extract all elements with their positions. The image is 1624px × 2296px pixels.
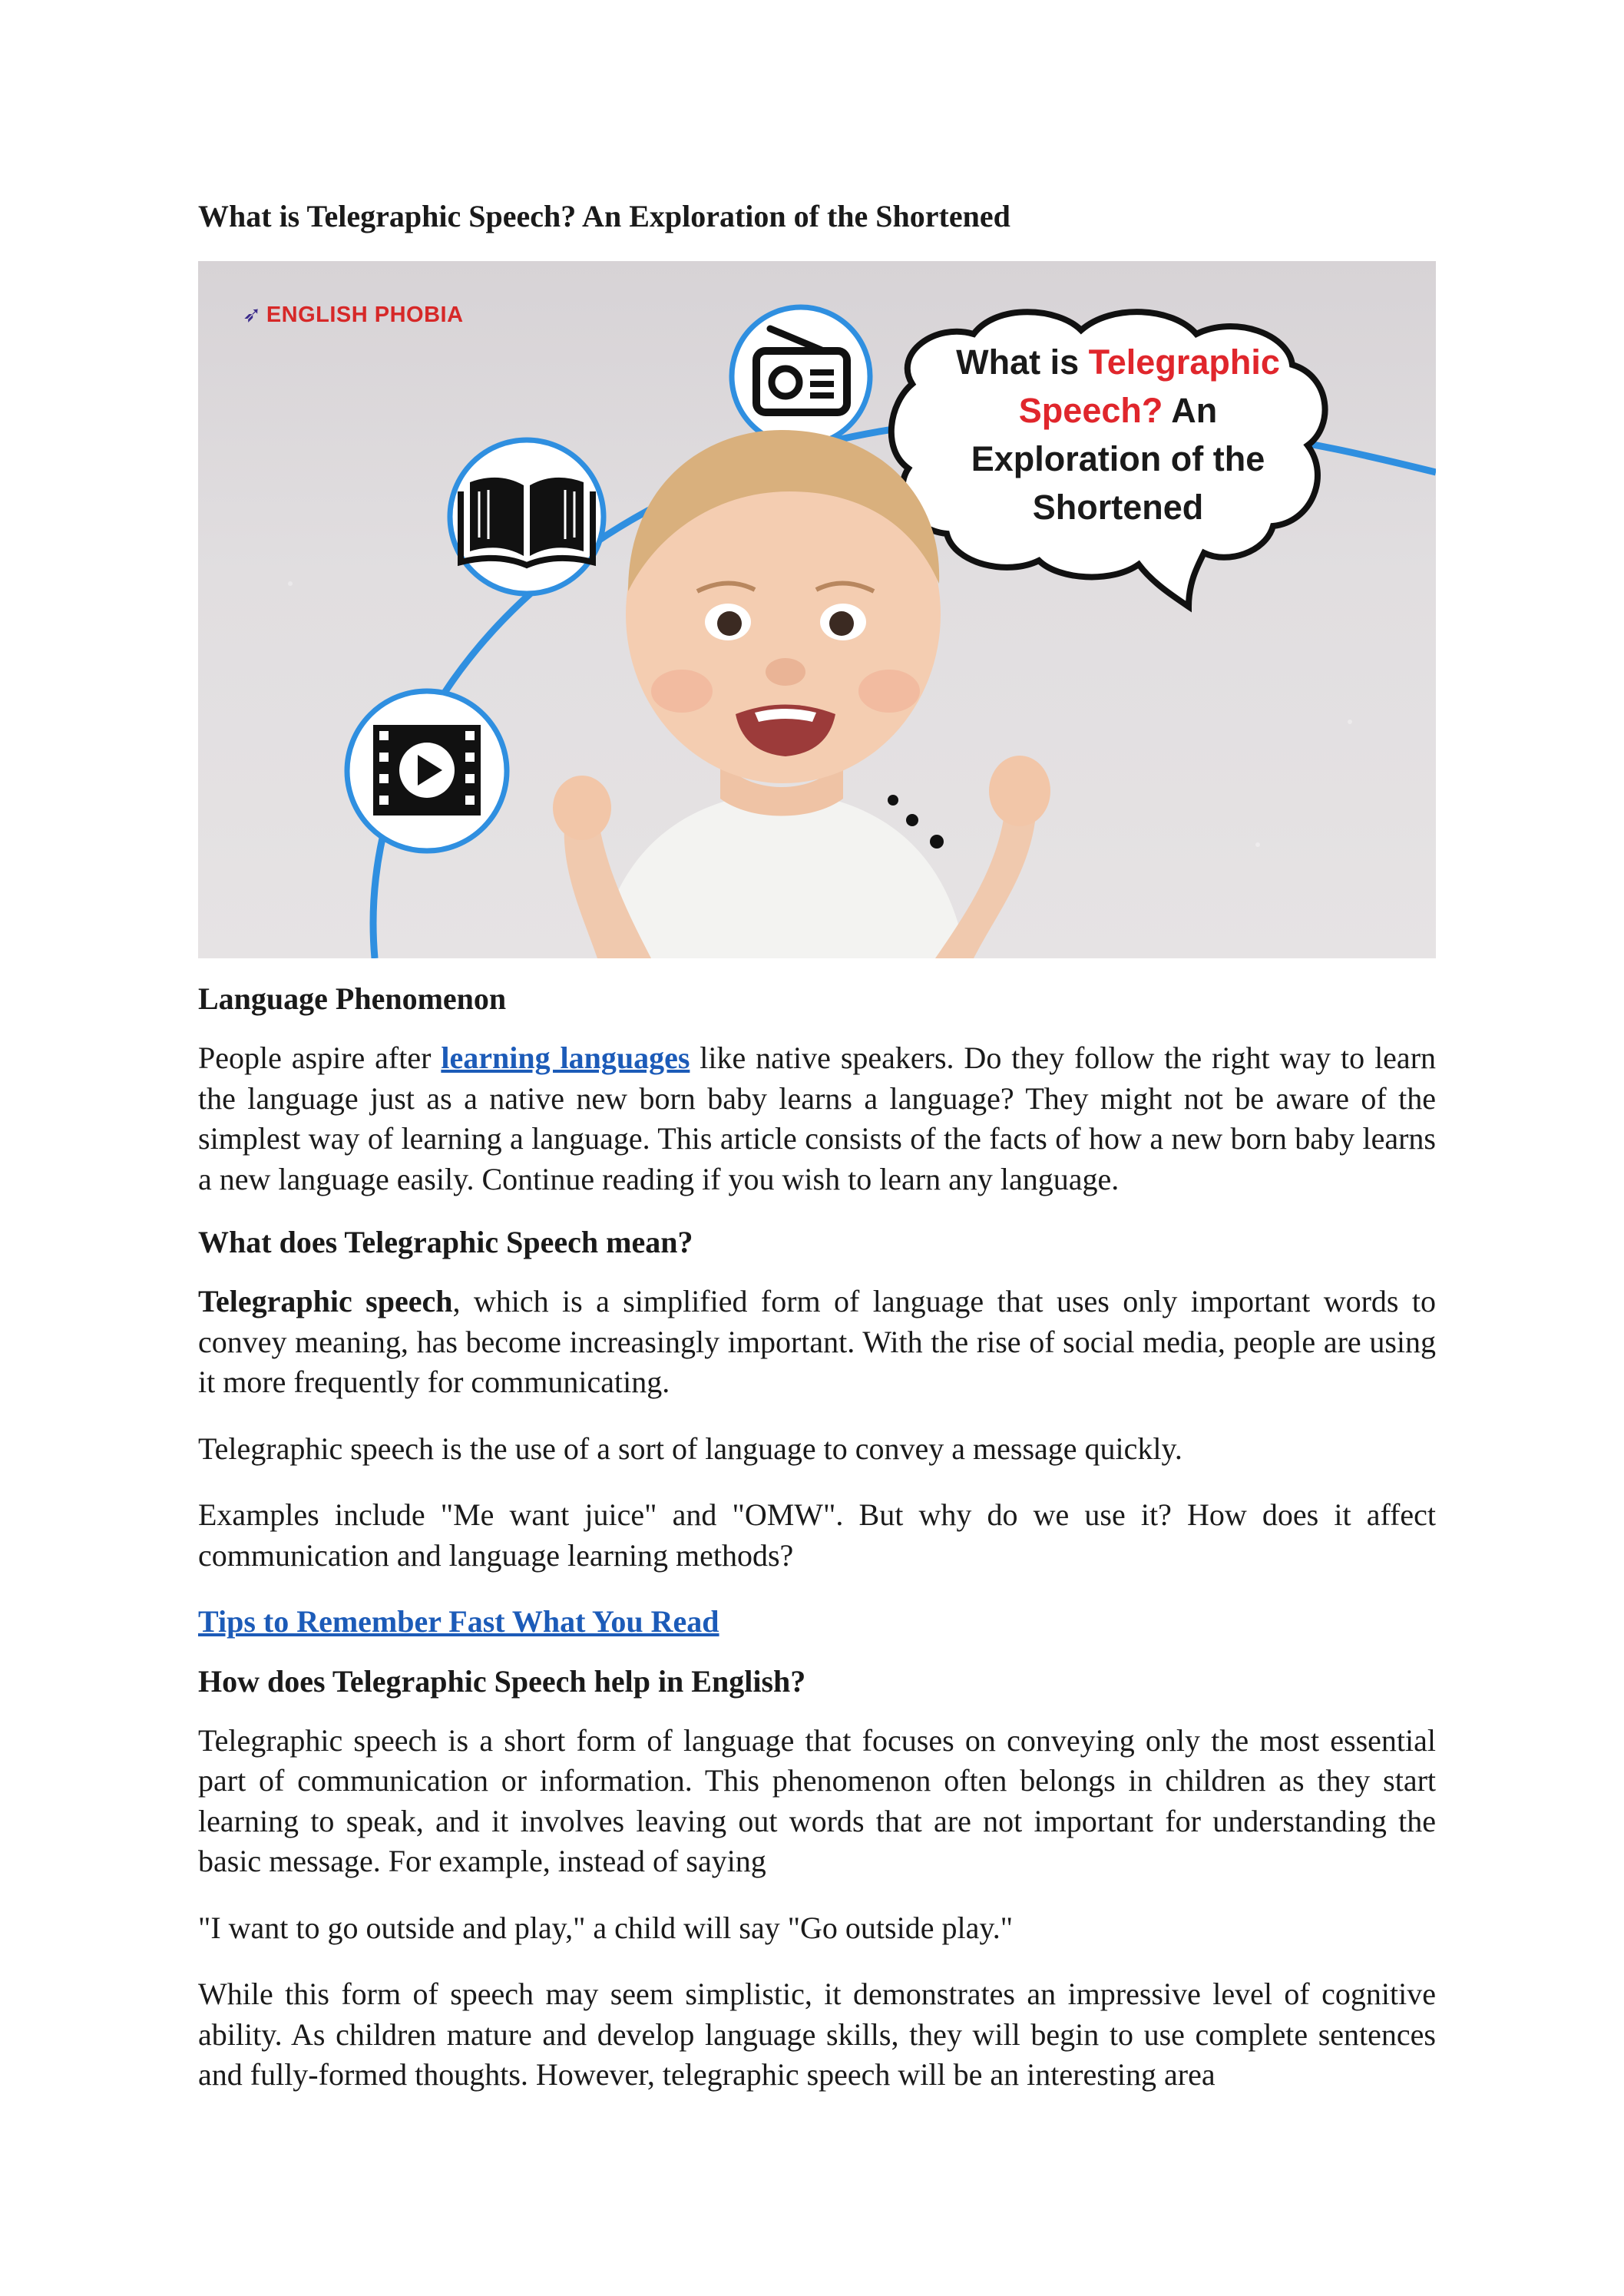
radio-icon	[732, 307, 870, 445]
paragraph-examples: Examples include "Me want juice" and "OMW". But why do we use it? How does it affect communication and language learning methods?	[198, 1497, 1436, 1573]
section-heading-meaning: What does Telegraphic Speech mean?	[198, 1225, 693, 1259]
english-phobia-logo: ➶ ENGLISH PHOBIA	[243, 303, 464, 327]
paragraph-intro: People aspire after learning languages like native speakers. Do they follow the right way to learn the language just as a native new born baby learns a language? They might not be aware of the simplest way of learning a language. This article consists of the facts of how a new born baby learns a new language easily. Continue reading if you wish to learn any language.	[198, 1040, 1437, 1196]
paragraph-tips-link	[198, 1602, 1436, 1643]
paragraph-short-form: Telegraphic speech is a short form of language that focuses on conveying only the most essential part of communication or information. This phenomenon often belongs in children as they start learning to speak, and it involves leaving out words that are not important for understanding the basic message. For example, instead of saying	[198, 1722, 1436, 1878]
book-icon	[450, 440, 604, 594]
section-heading-language-phenomenon: Language Phenomenon	[198, 981, 507, 1016]
paragraph-usage: Telegraphic speech is the use of a sort of language to convey a message quickly.	[198, 1431, 1182, 1466]
document-title: What is Telegraphic Speech? An Exploration of the Shortened	[198, 199, 1010, 233]
article-body	[198, 979, 1436, 2096]
section-heading-help: How does Telegraphic Speech help in English?	[198, 1663, 806, 1699]
paragraph-example-quote: "I want to go outside and play," a child will say "Go outside play."	[198, 1910, 1014, 1945]
paragraph-cognitive: While this form of speech may seem simplistic, it demonstrates an impressive level of cognitive ability. As children mature and develop language skills, they will begin to use complete sentences and fully-formed thoughts. However, telegraphic speech will be an interesting area	[198, 1977, 1436, 2092]
paragraph-definition: Telegraphic speech, which is a simplified form of language that uses only important words to convey meaning, has become increasingly important. With the rise of social media, people are using it more frequently for communicating.	[198, 1284, 1436, 1399]
tips-remember-link[interactable]: Tips to Remember Fast What You Read	[198, 1604, 719, 1639]
learning-languages-link[interactable]: learning languages	[441, 1040, 690, 1075]
hero-image	[198, 261, 1436, 958]
bubble-text: What is Telegraphic Speech? An Exploration of the Shortened	[956, 342, 1280, 527]
video-icon	[347, 691, 507, 851]
